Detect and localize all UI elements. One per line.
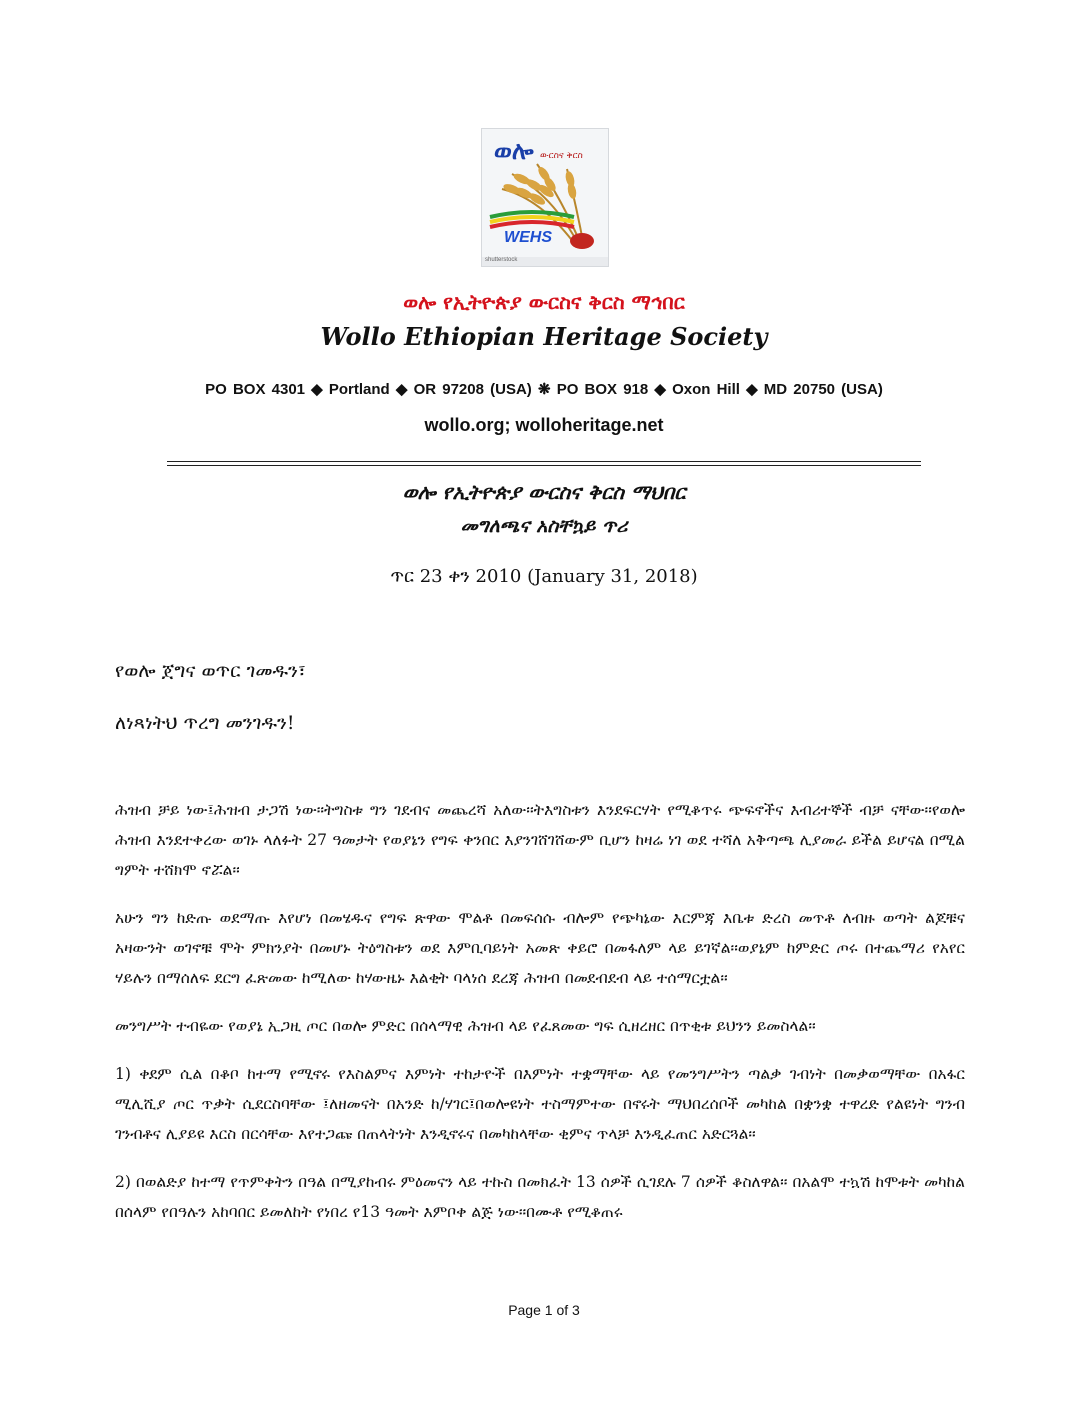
logo-script-mark: ወሎ bbox=[494, 137, 534, 165]
website-links[interactable]: wollo.org; wolloheritage.net bbox=[424, 415, 664, 435]
postal-addresses: PO BOX 4301 ◆ Portland ◆ OR 97208 (USA) ❋ PO BOX 918 ◆ Oxon Hill ◆ MD 20750 (USA) bbox=[205, 381, 883, 398]
salutation-line-1: የወሎ ጀግና ወጥር ገመዱን፣ bbox=[115, 660, 306, 682]
body-paragraph-3: መንግሥት ተብዬው የወያኔ ኢጋዚ ጦር በወሎ ምድር በሰላማዊ ሕዝብ ላይ የፈጸመው ግፍ ሲዘረዘር በጥቂቱ ይህንን ይመስላል፡፡ bbox=[115, 1017, 816, 1035]
body-paragraph-4: 1) ቀደም ሲል በቆቦ ከተማ የሚኖሩ የእስልምና እምነት ተከታዮች በእምነት ተቋማቸው ላይ የመንግሥትን ጣልቃ ገብነት በመቃወማቸው በአፋር ሚሊሺያ ጦር ጥቃት ሲደርስባቸው ፤ለዘመናት በአንድ ከ/ሃገር፤በወሎዩነት ተስማምተው በኖሩት ማህበረሰቦች መካከል በቋንቋ ተዋረድ የልዩነት ግንብ ገንብቶና ሊያይዩ እርስ በርሳቸው እየተጋጩ በጠላትነት እንዲኖሩና በመካከላቸው ቂምና ጥላቻ እንዲፈጠር አድርጓል፡፡ bbox=[115, 1065, 965, 1143]
org-name-amharic: ወሎ የኢትዮጵያ ውርስና ቅርስ ማኅበር bbox=[403, 290, 685, 314]
org-name-english: Wollo Ethiopian Heritage Society bbox=[320, 322, 768, 351]
header-divider-top bbox=[167, 461, 921, 462]
body-paragraph-5: 2) በወልድያ ከተማ የጥምቀትን በዓል በሚያከብሩ ምዕመናን ላይ ተኩስ በመክፈት 13 ሰዎች ሲገደሉ 7 ሰዎች ቆስለዋል፡፡ በአልሞ ተኳሽ ከሞቱት መካከል በሰላም የበዓሉን አከባበር ይመለከት የነበረ የ13 ዓመት እምቦቀ ልጅ ነው፡፡በሙቶ የሚቆጠሩ bbox=[115, 1173, 965, 1221]
wehs-logo bbox=[481, 128, 609, 267]
logo-credit: shutterstock bbox=[485, 257, 518, 263]
statement-org-name: ወሎ የኢትዮጵያ ውርስና ቅርስ ማህበር bbox=[402, 480, 686, 504]
header-divider-bottom bbox=[167, 465, 921, 466]
body-paragraph-1: ሕዝብ ቻይ ነው፤ሕዝብ ታጋሽ ነው፡፡ትግስቱ ግን ገደብና መጨረሻ አለው፡፡ትእግስቱን እንደፍርሃት የሚቆጥሩ ጭፍኖችና እብሪተኞች ብቻ ናቸው፡፡የወሎ ሕዝብ እንደተቀረው ወገኑ ላለፉት 27 ዓመታት የወያኔን የግፍ ቀንበር እያንገሸገሸውም ቢሆን ከዛሬ ነገ ወደ ተሻለ አቅጣጫ ሊያመራ ይችል ይሆናል በሚል ግምት ተሸክሞ ኖሯል፡፡ bbox=[115, 801, 965, 879]
page-number: Page 1 of 3 bbox=[508, 1302, 580, 1318]
statement-title: መግለጫና አስቸኳይ ጥሪ bbox=[460, 515, 628, 537]
letter-body bbox=[115, 795, 965, 1245]
logo-acronym: WEHS bbox=[504, 229, 552, 246]
statement-date: ጥር 23 ቀን 2010 (January 31, 2018) bbox=[390, 566, 698, 587]
salutation-line-2: ለነጻነትህ ጥረግ መንገዱን! bbox=[115, 712, 295, 734]
body-paragraph-2: አሁን ግን ከድጡ ወደማጡ እየሆነ በመሄዱና የግፍ ጽዋው ሞልቶ በመፍሰሱ ብሎም የጭካኔው እርምጃ እቤቱ ድረስ መጥቶ ለብዙ ወጣት ልጆቹና አዛውንት ወገኖቹ ሞት ምክንያት በመሆኑ ትዕግስቱን ወደ እምቢባይነት አመጽ ቀይሮ በመፋለም ላይ ይገኛል፡፡ወያኔም ከምድር ጦሩ በተጨማሪ የአየር ሃይሉን በማሰለፍ ደርግ ፈጽመው ከሚለው ከሃውዜኑ እልቂት ባላነሰ ደረጃ ሕዝብ በመደብደብ ላይ ተሰማርቷል፡፡ bbox=[115, 909, 965, 987]
logo-script-sub: ውርስና ቅርስ bbox=[540, 151, 583, 161]
